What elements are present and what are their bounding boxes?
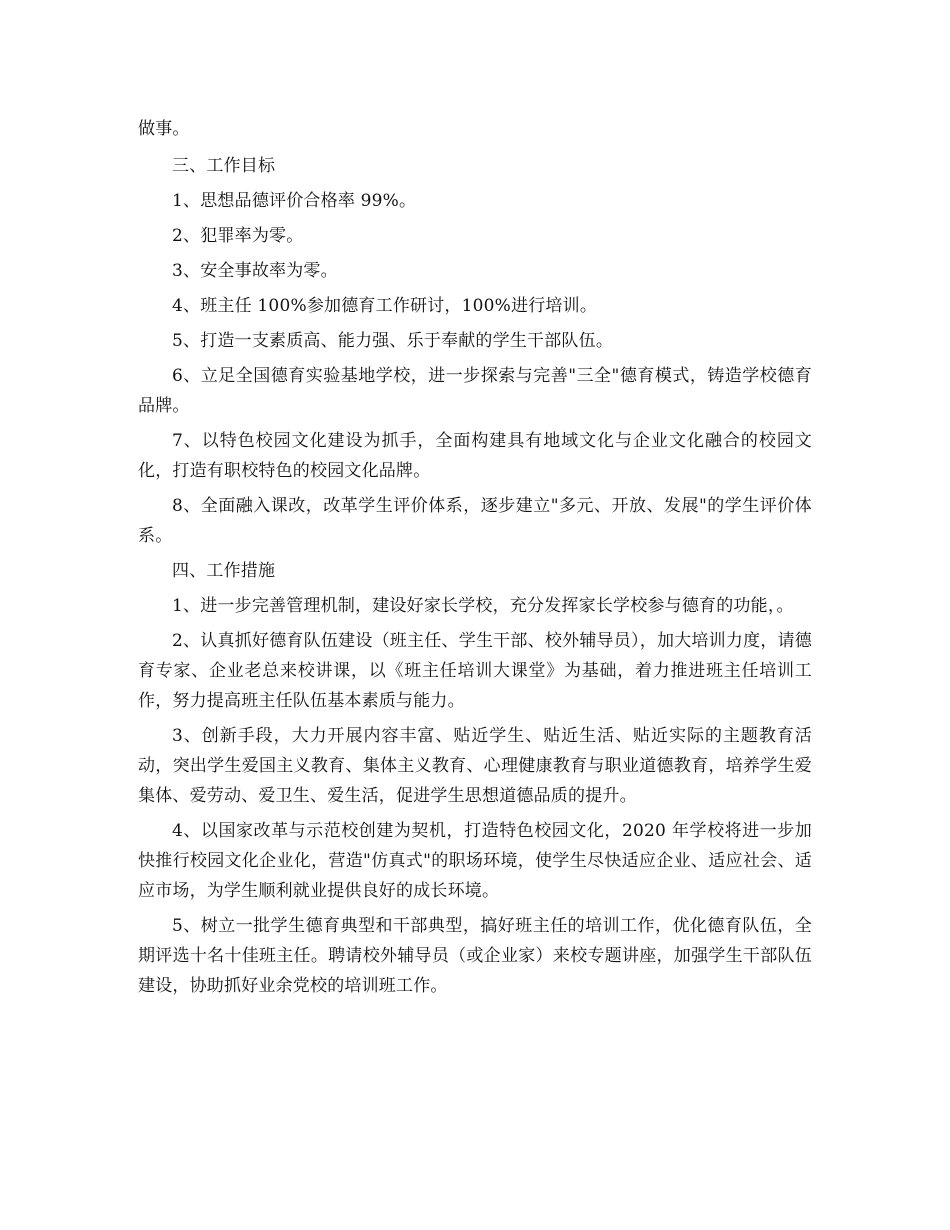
measure-item-3: 3、创新手段，大力开展内容丰富、贴近学生、贴近生活、贴近实际的主题教育活动，突出学生爱国主义教育、集体主义教育、心理健康教育与职业道德教育，培养学生爱集体、爱劳动、爱卫生、爱生活，促进学生思想道德品质的提升。 xyxy=(138,726,812,806)
measure-item-4: 4、以国家改革与示范校创建为契机，打造特色校园文化，2020 年学校将进一步加快推行校园文化企业化，营造"仿真式"的职场环境，使学生尽快适应企业、适应社会、适应市场，为学生顺利就业提供良好的成长环境。 xyxy=(138,821,812,901)
measure-item-1: 1、进一步完善管理机制，建设好家长学校，充分发挥家长学校参与德育的功能，。 xyxy=(172,596,794,616)
goal-item-1: 1、思想品德评价合格率 99%。 xyxy=(172,191,417,211)
goal-item-7: 7、以特色校园文化建设为抓手，全面构建具有地域文化与企业文化融合的校园文化，打造有职校特色的校园文化品牌。 xyxy=(138,431,812,481)
goal-item-6: 6、立足全国德育实验基地学校，进一步探索与完善"三全"德育模式，铸造学校德育品牌。 xyxy=(138,366,812,416)
goal-item-8: 8、全面融入课改，改革学生评价体系，逐步建立"多元、开放、发展"的学生评价体系。 xyxy=(138,496,812,546)
goal-item-5: 5、打造一支素质高、能力强、乐于奉献的学生干部队伍。 xyxy=(172,331,614,351)
section-heading-goals: 三、工作目标 xyxy=(172,156,276,176)
measure-item-2: 2、认真抓好德育队伍建设（班主任、学生干部、校外辅导员），加大培训力度，请德育专家、企业老总来校讲课，以《班主任培训大课堂》为基础，着力推进班主任培训工作，努力提高班主任队伍基本素质与能力。 xyxy=(138,631,812,711)
goal-item-4: 4、班主任 100%参加德育工作研讨，100%进行培训。 xyxy=(172,296,598,316)
document-body xyxy=(138,114,812,1006)
paragraph-continuation: 做事。 xyxy=(138,119,190,139)
measure-item-5: 5、树立一批学生德育典型和干部典型，搞好班主任的培训工作，优化德育队伍，全期评选十名十佳班主任。聘请校外辅导员（或企业家）来校专题讲座，加强学生干部队伍建设，协助抓好业余党校的培训班工作。 xyxy=(138,916,812,996)
goal-item-3: 3、安全事故率为零。 xyxy=(172,261,338,281)
section-heading-measures: 四、工作措施 xyxy=(172,561,276,581)
goal-item-2: 2、犯罪率为零。 xyxy=(172,226,304,246)
